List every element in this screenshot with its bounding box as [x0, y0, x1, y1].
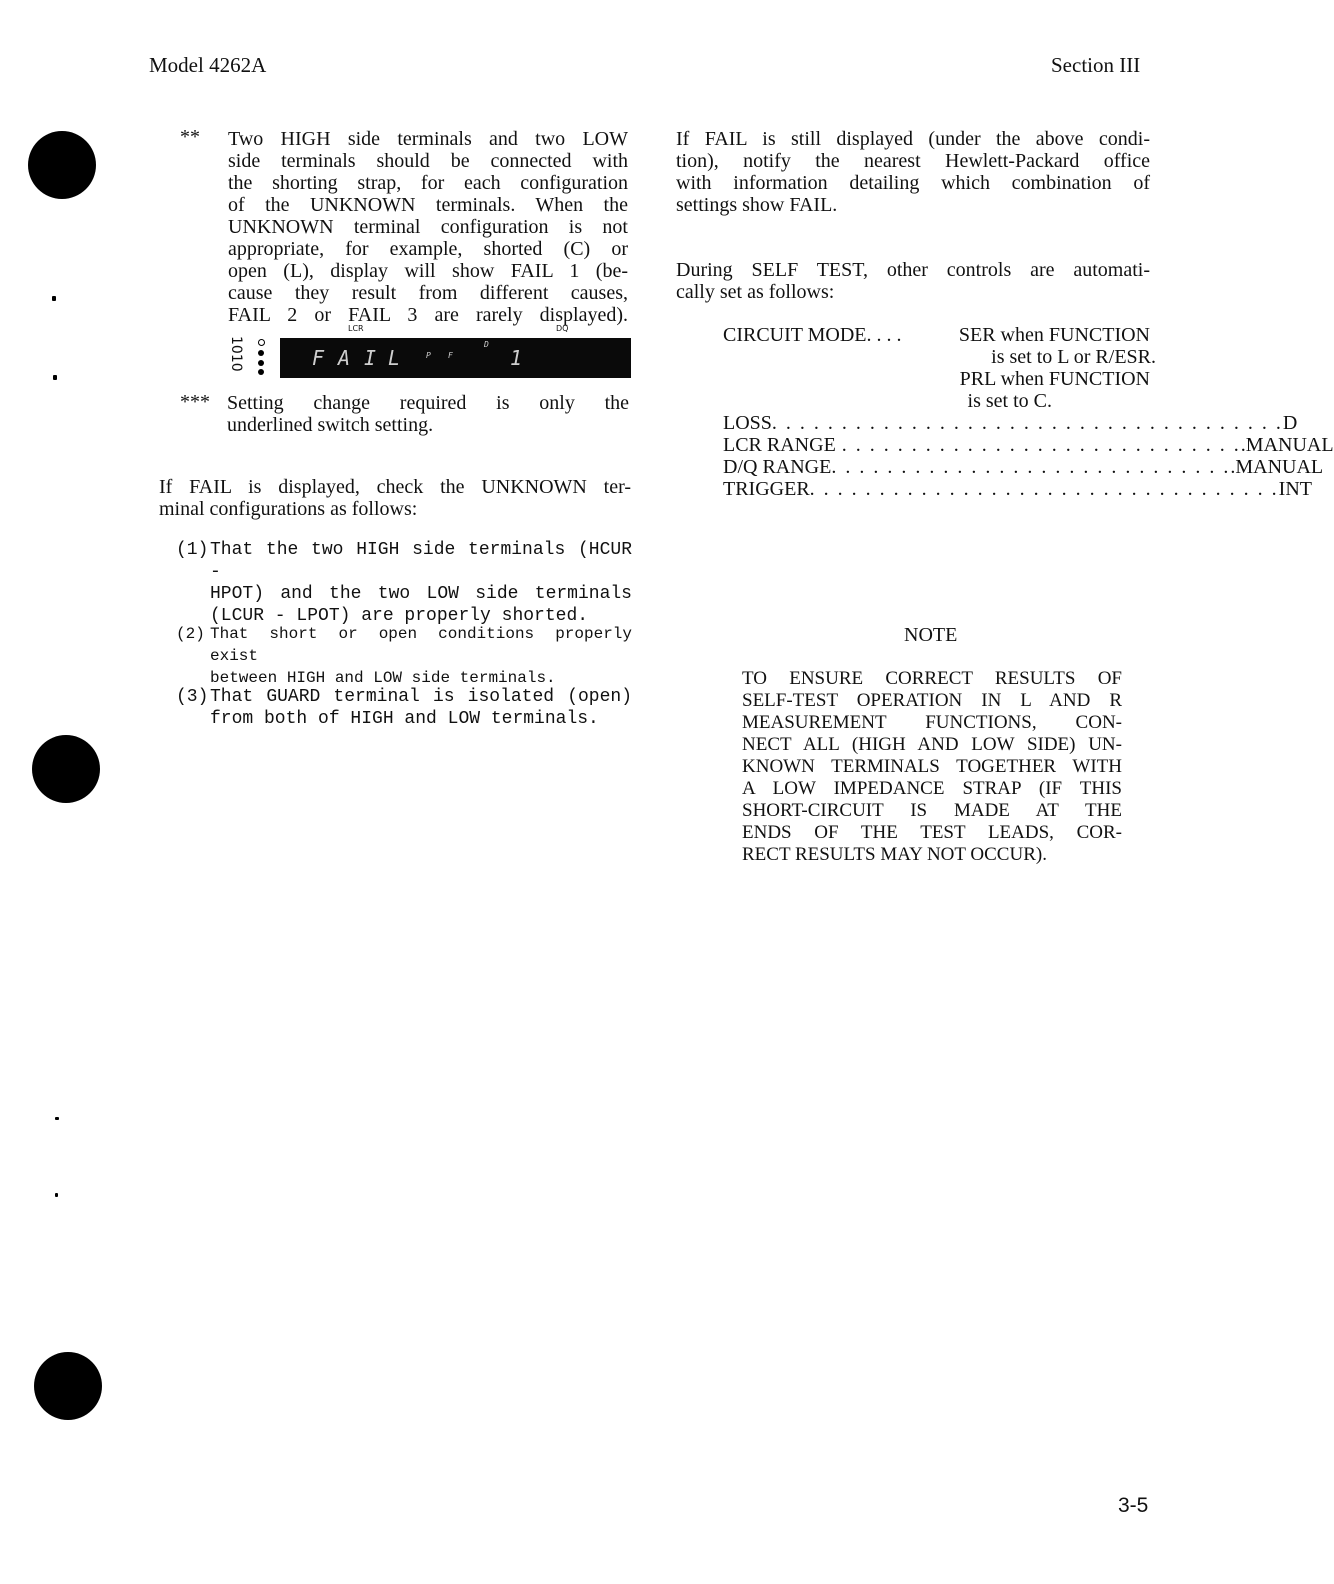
- paragraph-line: If FAIL is still displayed (under the above condi-: [676, 128, 1150, 150]
- setting-row-dq-range: [723, 456, 1324, 479]
- note-line: side terminals should be connected with: [228, 150, 628, 172]
- setting-row-lcr-range: [723, 434, 1334, 457]
- dq-indicator-label: DQ: [556, 324, 569, 333]
- setting-label: D/Q RANGE: [723, 456, 832, 478]
- self-test-paragraph: [676, 259, 1150, 303]
- circuit-mode-label: CIRCUIT MODE. . . .: [723, 324, 902, 346]
- circuit-mode-line: PRL when FUNCTION: [959, 368, 1150, 390]
- item-line: HPOT) and the two LOW side terminals: [210, 584, 632, 604]
- circuit-mode-line: is set to C.: [967, 390, 1052, 412]
- setting-change-note: [227, 392, 629, 436]
- binder-hole-bottom: [34, 1352, 102, 1420]
- paragraph-line: If FAIL is displayed, check the UNKNOWN ter-: [159, 476, 631, 498]
- fail-display: [280, 338, 631, 378]
- indicator-dot: [258, 360, 264, 366]
- item-number: (3): [176, 687, 209, 707]
- setting-label: TRIGGER: [723, 478, 810, 500]
- indicator-dot: [258, 369, 264, 375]
- note-line: SHORT-CIRCUIT IS MADE AT THE: [742, 800, 1122, 821]
- display-small-char: F: [448, 351, 453, 360]
- check-item-3: [176, 686, 632, 730]
- scan-speck: [55, 1193, 58, 1197]
- note-line: TO ENSURE CORRECT RESULTS OF: [742, 668, 1122, 689]
- circuit-mode-line: SER when FUNCTION: [958, 324, 1150, 346]
- item-number: (2): [176, 625, 205, 643]
- paragraph-line: minal configurations as follows:: [159, 498, 418, 520]
- display-small-char: P: [426, 351, 431, 360]
- paragraph-line: with information detailing which combination of: [676, 172, 1150, 194]
- note-line: A LOW IMPEDANCE STRAP (IF THIS: [742, 778, 1122, 799]
- note-line: SELF-TEST OPERATION IN L AND R: [742, 690, 1122, 711]
- item-line: (LCUR - LPOT) are properly shorted.: [210, 606, 589, 626]
- leader-dots: . . . . . . . . . . . . . . . . . . . . . . . . . . . . .: [841, 434, 1241, 456]
- setting-value: .MANUAL: [1240, 434, 1334, 456]
- setting-label: LCR RANGE: [723, 434, 836, 456]
- note-line: underlined switch setting.: [227, 414, 434, 436]
- scan-speck: [52, 296, 56, 301]
- side-label-text: 1010: [228, 336, 244, 372]
- model-header: Model 4262A: [149, 53, 267, 77]
- note-line: the shorting strap, for each configuration: [228, 172, 628, 194]
- indicator-dot: [258, 350, 264, 356]
- display-side-label: [226, 334, 246, 378]
- item-number: (1): [176, 540, 209, 560]
- paragraph-line: cally set as follows:: [676, 281, 835, 303]
- leader-dots: . . . . . . . . . . . . . . . . . . . . . . . . . . . . .: [831, 456, 1231, 478]
- note-line: open (L), display will show FAIL 1 (be-: [228, 260, 628, 282]
- note-line: Two HIGH side terminals and two LOW: [228, 128, 628, 150]
- note-line: of the UNKNOWN terminals. When the: [228, 194, 628, 216]
- self-test-note: [742, 668, 1122, 866]
- paragraph-line: tion), notify the nearest Hewlett-Packard office: [676, 150, 1150, 172]
- binder-hole-top: [28, 131, 96, 199]
- binder-hole-middle: [32, 735, 100, 803]
- display-digit: 1: [510, 346, 529, 370]
- setting-value: .MANUAL: [1230, 456, 1324, 478]
- circuit-mode-values: [900, 324, 1156, 412]
- circuit-mode-line: is set to L or R/ESR.: [991, 346, 1156, 368]
- note-title: NOTE: [904, 624, 958, 646]
- note-line: NECT ALL (HIGH AND LOW SIDE) UN-: [742, 734, 1122, 755]
- note-line: RECT RESULTS MAY NOT OCCUR).: [742, 844, 1047, 865]
- note-line: cause they result from different causes,: [228, 282, 628, 304]
- display-char: F: [312, 346, 331, 370]
- note-line: MEASUREMENT FUNCTIONS, CON-: [742, 712, 1122, 733]
- leader-dots: . . . . . . . . . . . . . . . . . . . . . . . . . . . . . . . . . . . . .: [771, 412, 1283, 434]
- item-line: That the two HIGH side terminals (HCUR -: [210, 540, 632, 582]
- page-number: 3-5: [1118, 1494, 1149, 1517]
- scan-speck: [53, 375, 57, 380]
- setting-row-loss: [723, 412, 1298, 435]
- check-item-2: [176, 623, 632, 689]
- note-line: Setting change required is only the: [227, 392, 629, 414]
- item-line: from both of HIGH and LOW terminals.: [210, 709, 599, 729]
- note-line: FAIL 2 or FAIL 3 are rarely displayed).: [228, 304, 628, 326]
- paragraph-line: During SELF TEST, other controls are automati-: [676, 259, 1150, 281]
- setting-value: INT: [1278, 478, 1312, 500]
- display-small-char: D: [484, 340, 489, 349]
- fail-check-paragraph: [159, 476, 631, 520]
- check-item-1: [176, 539, 632, 627]
- scan-speck: [55, 1117, 59, 1120]
- setting-label: LOSS: [723, 412, 772, 434]
- leader-dots: . . . . . . . . . . . . . . . . . . . . . . . . . . . . . . . . . .: [809, 478, 1279, 500]
- note-line: UNKNOWN terminal configuration is not: [228, 216, 628, 238]
- note-line: ENDS OF THE TEST LEADS, COR-: [742, 822, 1122, 843]
- item-line: That short or open conditions properly exist: [210, 625, 632, 665]
- display-char: A: [338, 346, 357, 370]
- paragraph-line: settings show FAIL.: [676, 194, 838, 216]
- still-fail-paragraph: [676, 128, 1150, 216]
- indicator-dot: [258, 339, 265, 346]
- display-char: L: [388, 346, 407, 370]
- lcr-indicator-label: LCR: [348, 324, 364, 333]
- setting-row-trigger: [723, 478, 1312, 501]
- item-line: That GUARD terminal is isolated (open): [210, 687, 632, 707]
- setting-value: D: [1282, 412, 1298, 434]
- note-line: KNOWN TERMINALS TOGETHER WITH: [742, 756, 1122, 777]
- shorting-strap-note: [228, 128, 628, 326]
- note-line: appropriate, for example, shorted (C) or: [228, 238, 628, 260]
- item-line: between HIGH and LOW side terminals.: [210, 669, 556, 687]
- note-triple-asterisk: ***: [180, 391, 210, 413]
- section-header: Section III: [1051, 53, 1141, 77]
- display-char: I: [364, 346, 383, 370]
- note-double-asterisk: **: [180, 126, 200, 148]
